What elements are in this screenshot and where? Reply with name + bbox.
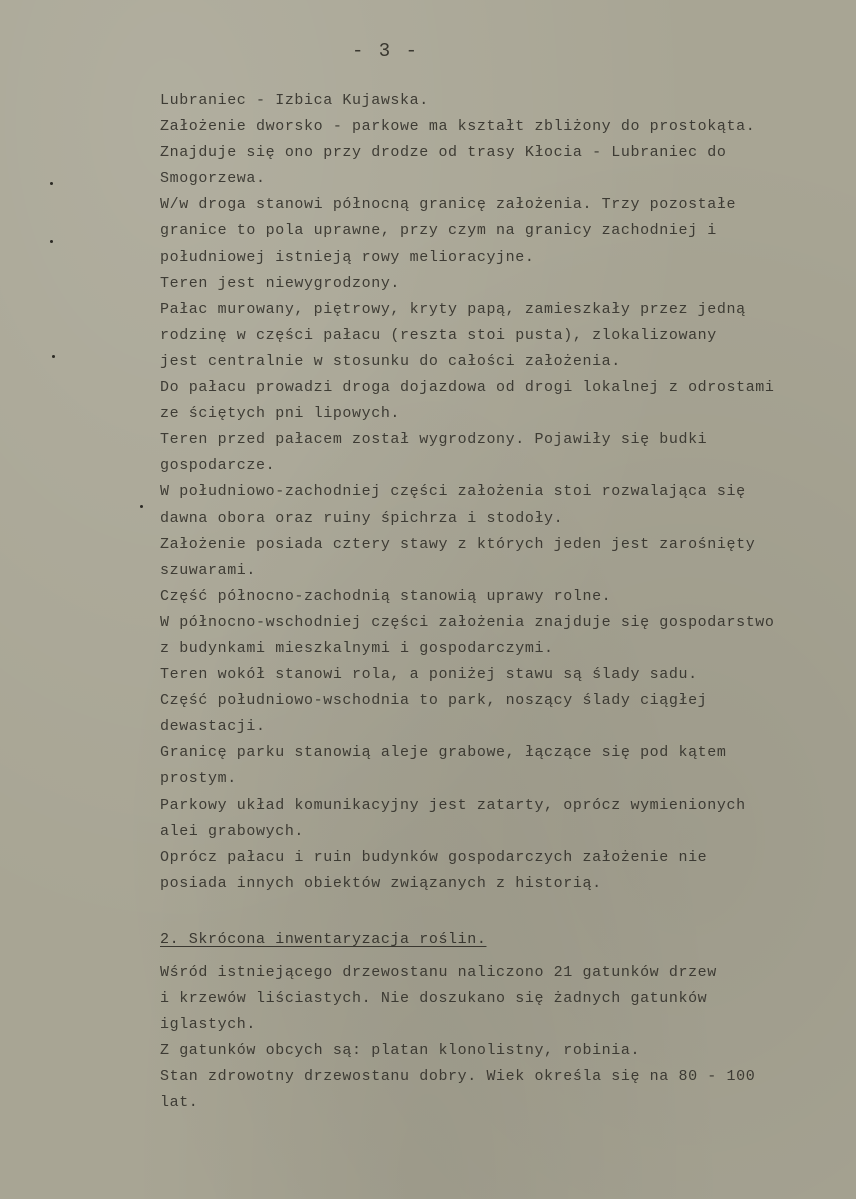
section-1-body <box>160 88 854 897</box>
text-line: ze ściętych pni lipowych. <box>160 405 401 423</box>
text-line: Granicę parku stanowią aleje grabowe, łączące się pod kątem <box>160 744 727 762</box>
text-line: Lubraniec - Izbica Kujawska. <box>160 92 429 109</box>
margin-mark <box>52 355 55 358</box>
text-line: Do pałacu prowadzi droga dojazdowa od drogi lokalnej z odrostami <box>160 379 775 397</box>
text-line: W północno-wschodniej części założenia znajduje się gospodarstwo <box>160 613 775 631</box>
text-line: W południowo-zachodniej części założenia stoi rozwalająca się <box>160 483 746 501</box>
text-line: z budynkami mieszkalnymi i gospodarczymi. <box>160 639 554 657</box>
text-line: granice to pola uprawne, przy czym na granicy zachodniej i <box>160 222 717 240</box>
text-line: Założenie dworsko - parkowe ma kształt zbliżony do prostokąta. <box>160 118 756 136</box>
text-line: posiada innych obiektów związanych z historią. <box>160 874 602 892</box>
text-line: Pałac murowany, piętrowy, kryty papą, zamieszkały przez jedną <box>160 300 746 318</box>
text-line: alei grabowych. <box>160 822 305 840</box>
text-line: południowej istnieją rowy melioracyjne. <box>160 248 535 266</box>
text-line: Teren jest niewygrodzony. <box>160 274 401 292</box>
text-line: W/w droga stanowi północną granicę założenia. Trzy pozostałe <box>160 196 737 214</box>
section-2-heading: 2. Skrócona inwentaryzacja roślin. <box>160 931 487 948</box>
text-line: Znajduje się ono przy drodze od trasy Kłocia - Lubraniec do <box>160 144 727 162</box>
section-2-body <box>160 960 854 1117</box>
text-line: iglastych. <box>160 1016 257 1034</box>
text-line: Część południowo-wschodnia to park, noszący ślady ciągłej <box>160 692 708 710</box>
text-line: Oprócz pałacu i ruin budynków gospodarczych założenie nie <box>160 848 708 866</box>
text-line: Smogorzewa. <box>160 170 266 188</box>
margin-mark <box>50 240 53 243</box>
text-line: lat. <box>160 1094 199 1112</box>
text-line: dawna obora oraz ruiny śpichrza i stodoły. <box>160 509 564 527</box>
text-line: Teren przed pałacem został wygrodzony. Pojawiły się budki <box>160 431 708 449</box>
text-line: Część północno-zachodnią stanowią uprawy rolne. <box>160 587 612 605</box>
text-line: rodzinę w części pałacu (reszta stoi pusta), zlokalizowany <box>160 326 717 344</box>
page-number: - 3 - <box>352 40 420 62</box>
text-line: prostym. <box>160 770 237 788</box>
text-line: szuwarami. <box>160 561 257 579</box>
text-line: Teren wokół stanowi rola, a poniżej stawu są ślady sadu. <box>160 666 698 684</box>
text-line: Założenie posiada cztery stawy z których jeden jest zarośnięty <box>160 535 756 553</box>
text-line: jest centralnie w stosunku do całości założenia. <box>160 352 621 370</box>
margin-mark <box>50 182 53 185</box>
text-line: Wśród istniejącego drzewostanu naliczono 21 gatunków drzew <box>160 964 717 981</box>
margin-mark <box>140 505 143 508</box>
text-line: dewastacji. <box>160 718 266 736</box>
text-line: gospodarcze. <box>160 457 276 475</box>
text-line: Z gatunków obcych są: platan klonolistny, robinia. <box>160 1042 641 1060</box>
text-line: i krzewów liściastych. Nie doszukano się żadnych gatunków <box>160 990 708 1008</box>
text-line: Parkowy układ komunikacyjny jest zatarty, oprócz wymienionych <box>160 796 746 814</box>
text-line: Stan zdrowotny drzewostanu dobry. Wiek określa się na 80 - 100 <box>160 1068 756 1086</box>
